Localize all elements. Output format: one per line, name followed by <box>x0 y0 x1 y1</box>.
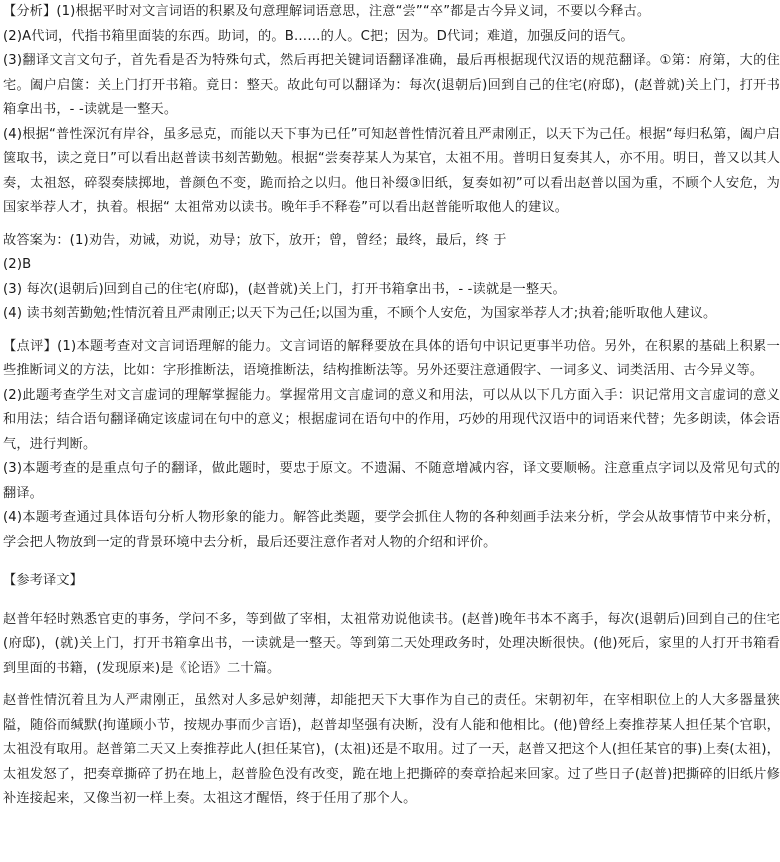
spacer <box>3 594 780 608</box>
translation-heading: 【参考译文】 <box>3 573 84 588</box>
spacer <box>3 555 780 569</box>
spacer <box>3 221 780 229</box>
spacer <box>3 681 780 689</box>
analysis-line-2: (2)A代词，代指书箱里面装的东西。助词，的。B……的人。C把；因为。D代词；难道，加强反问的语气。 <box>3 28 634 44</box>
answers-section <box>3 229 780 327</box>
answer-line-3: (3) 每次(退朝后)回到自己的住宅(府邸)，(赵普就)关上门，打开书箱拿出书，- -读就是一整天。 <box>3 281 566 297</box>
comment-line-2: (2)此题考查学生对文言虚词的理解掌握能力。掌握常用文言虚词的意义和用法，可以从以下几方面入手：识记常用文言虚词的意义和用法；结合语句翻译确定该虚词在句中的意义；根据虚词在语句中的作用，巧妙的用现代汉语中的词语来代替；先多朗读，体会语气，进行判断。 <box>3 387 780 452</box>
analysis-section <box>3 0 780 221</box>
answer-line-2: (2)B <box>3 257 32 272</box>
answer-line-1: 故答案为：(1)劝告，劝诫，劝说，劝导；放下，放开；曾，曾经；最终，最后，终 于 <box>3 232 507 248</box>
answer-line-4: (4) 读书刻苦勤勉;性情沉着且严肃刚正;以天下为己任;以国为重，不顾个人安危，为国家举荐人才;执着;能听取他人建议。 <box>3 306 717 321</box>
translation-paragraph-2: 赵普性情沉着且为人严肃刚正，虽然对人多忌妒刻薄，却能把天下大事作为自己的责任。宋朝初年，在宰相职位上的人大多器量狭隘，随俗而缄默(拘谨顾小节，按规办事而少言语)，赵普却坚强有决断，没有人能和他相比。(他)曾经上奏推荐某人担任某个官职，太祖没有取用。赵普第二天又上奏推荐此人(担任某官)，(太祖)还是不取用。过了一天，赵普又把这个人(担任某官的事)上奏(太祖)，太祖发怒了，把奏章撕碎了扔在地上，赵普脸色没有改变，跪在地上把撕碎的奏章拾起来回家。过了些日子(赵普)把撕碎的旧纸片修补连接起来，又像当初一样上奏。太祖这才醒悟，终于任用了那个人。 <box>3 693 780 806</box>
analysis-line-1: 【分析】(1)根据平时对文言词语的积累及句意理解词语意思，注意“尝”“卒”都是古今异义词，不要以今释古。 <box>3 4 651 19</box>
comment-line-4: (4)本题考查通过具体语句分析人物形象的能力。解答此类题，要学会抓住人物的各种刻画手法来分析，学会从故事情节中来分析，学会把人物放到一定的背景环境中去分析，最后还要注意作者对人物的介绍和评价。 <box>3 510 780 550</box>
translation-section <box>3 569 780 812</box>
comment-line-1: 【点评】(1)本题考查对文言词语理解的能力。文言词语的解释要放在具体的语句中识记更事半功倍。另外，在积累的基础上积累一些推断词义的方法，比如：字形推断法，语境推断法，结构推断法等。另外还要注意通假字、一词多义、词类活用、古今异义等。 <box>3 338 780 378</box>
comments-section <box>3 335 780 556</box>
comment-line-3: (3)本题考查的是重点句子的翻译，做此题时，要忠于原文。不遗漏、不随意增减内容，译文要顺畅。注意重点字词以及常见句式的翻译。 <box>3 461 780 501</box>
analysis-line-3: (3)翻译文言文句子，首先看是否为特殊句式，然后再把关键词语翻译准确，最后再根据现代汉语的规范翻译。①第：府第，大的住宅。阖户启箧：关上门打开书箱。竟日：整天。故此句可以翻译为：每次(退朝后)回到自己的住宅(府邸)，(赵普就)关上门，打开书箱拿出书，- -读就是一整天。 <box>3 53 780 117</box>
spacer <box>3 327 780 335</box>
analysis-line-4: (4)根据“普性深沉有岸谷，虽多忌克，而能以天下事为已任”可知赵普性情沉着且严肃刚正，以天下为己任。根据“每归私第，阖户启箧取书，读之竟日”可以看出赵普读书刻苦勤勉。根据“尝奏荐某人为某官，太祖不用。普明日复奏其人，亦不用。明日，普又以其人奏，太祖怒，碎裂奏牍掷地，普颜色不变，跪而拾之以归。他日补缀③旧纸，复奏如初”可以看出赵普以国为重，不顾个人安危，为国家举荐人才，执着。根据“ 太祖常劝以读书。晚年手不释卷”可以看出赵普能听取他人的建议。 <box>3 126 780 215</box>
translation-paragraph-1: 赵普年轻时熟悉官吏的事务，学问不多，等到做了宰相，太祖常劝说他读书。(赵普)晚年书本不离手，每次(退朝后)回到自己的住宅(府邸)，(就)关上门，打开书箱拿出书，一读就是一整天。等到第二天处理政务时，处理决断很快。(他)死后，家里的人打开书箱看到里面的书籍，(发现原来)是《论语》二十篇。 <box>3 611 780 676</box>
